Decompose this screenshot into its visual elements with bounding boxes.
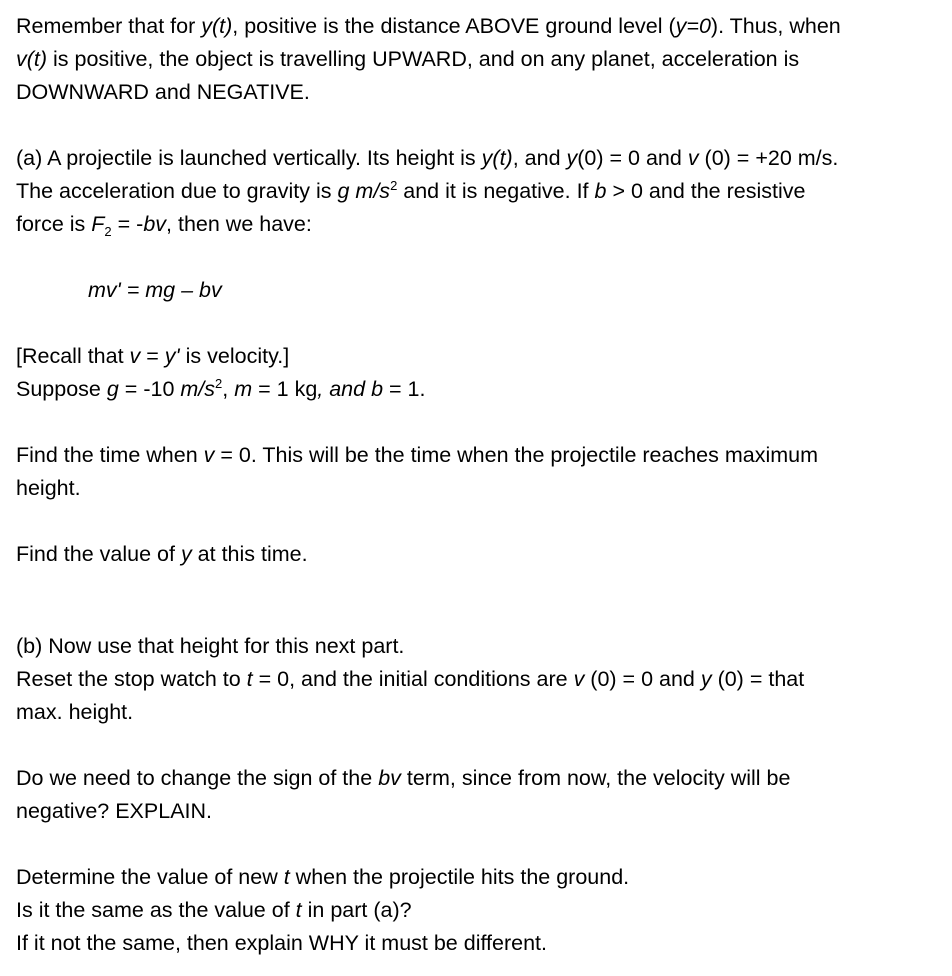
ground-time-line-3: If it not the same, then explain WHY it must be different. xyxy=(16,931,548,955)
ground-time-line-1: Determine the value of new t when the projectile hits the ground. xyxy=(16,865,630,889)
part-b-line-3: max. height. xyxy=(16,700,134,724)
intro-line-1: Remember that for y(t), positive is the distance ABOVE ground level (y=0). Thus, when xyxy=(16,14,841,38)
intro-line-3: DOWNWARD and NEGATIVE. xyxy=(16,80,310,104)
part-b-line-1: (b) Now use that height for this next part. xyxy=(16,634,405,658)
part-a-line-2: The acceleration due to gravity is g $m/s^2$ and it is negative. If b > 0 and the resistive xyxy=(16,177,806,203)
find-time-line-1: Find the time when v = 0. This will be the time when the projectile reaches maximum xyxy=(16,443,819,467)
intro-line-2: v(t) is positive, the object is travelling UPWARD, and on any planet, acceleration is xyxy=(16,47,800,71)
question-find-height: Find the value of y at this time. xyxy=(16,542,308,566)
part-a-line-3: force is $F_2 = -bv$, then we have: xyxy=(16,212,312,240)
intro-paragraph xyxy=(16,10,946,109)
question-find-time xyxy=(16,439,946,505)
part-a-line-1: (a) A projectile is launched vertically. Its height is y(t), and y(0) = 0 and v (0) = +20 m/s. xyxy=(16,146,839,170)
recall-line: [Recall that v = y' is velocity.] xyxy=(16,344,290,368)
find-time-line-2: height. xyxy=(16,476,81,500)
part-b-line-2: Reset the stop watch to t = 0, and the initial conditions are v (0) = 0 and y (0) = that xyxy=(16,667,805,691)
sign-change-line-2: negative? EXPLAIN. xyxy=(16,799,213,823)
question-sign-change xyxy=(16,762,946,828)
equation: mv' = mg – bv xyxy=(88,278,222,302)
question-ground-time xyxy=(16,861,946,960)
part-a-paragraph xyxy=(16,142,946,241)
document-body xyxy=(16,0,946,960)
given-values xyxy=(16,340,946,406)
sign-change-line-1: Do we need to change the sign of the bv term, since from now, the velocity will be xyxy=(16,766,791,790)
ground-time-line-2: Is it the same as the value of t in part (a)? xyxy=(16,898,412,922)
suppose-line: Suppose g = -10 $m/s^2$, m = 1 kg, and b = 1. xyxy=(16,375,426,401)
part-b-paragraph xyxy=(16,630,946,729)
